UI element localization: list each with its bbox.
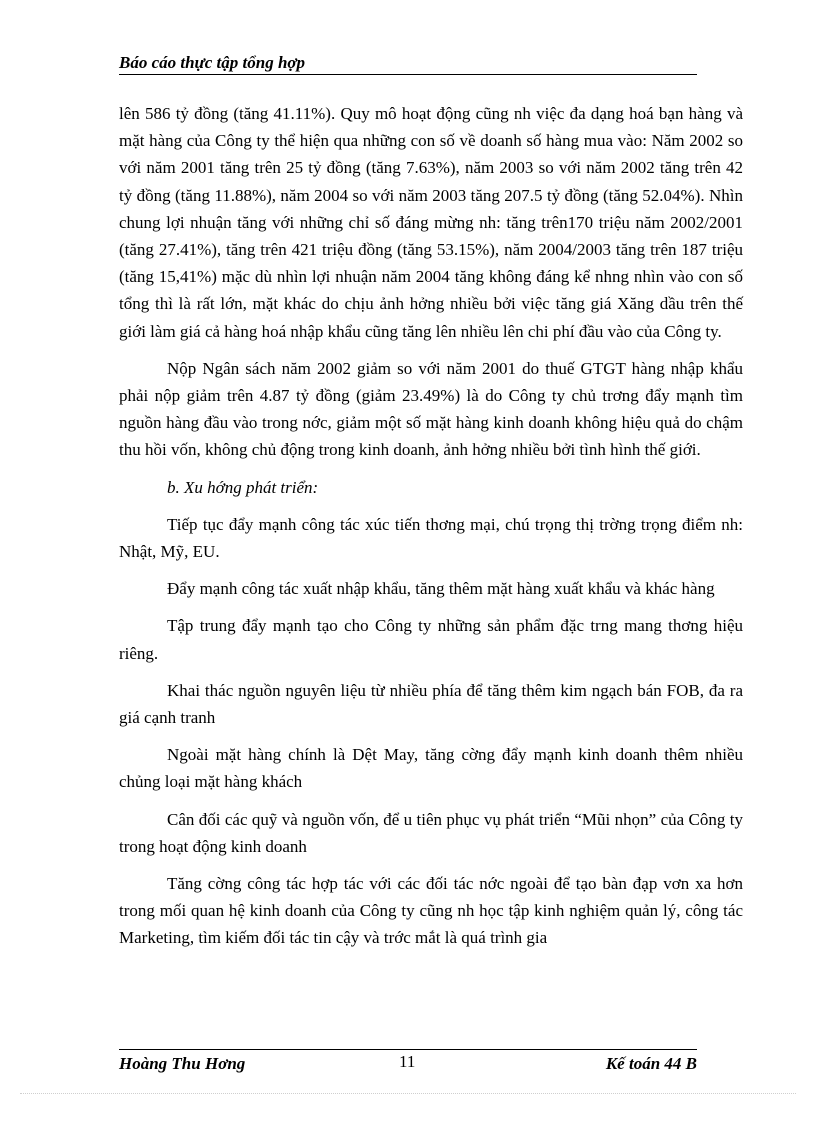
- section-heading-development-trend: b. Xu hớng phát triển:: [167, 477, 319, 497]
- report-title: Báo cáo thực tập tổng hợp: [119, 53, 306, 72]
- paragraph-trend-5: Ngoài mặt hàng chính là Dệt May, tăng cờng đẩy mạnh kinh doanh thêm nhiều chủng loại mặt hàng khách: [119, 745, 743, 792]
- paragraph-trend-3: Tập trung đẩy mạnh tạo cho Công ty những sản phẩm đặc trng mang thơng hiệu riêng.: [119, 616, 743, 663]
- paragraph-trend-2: Đẩy mạnh công tác xuất nhập khẩu, tăng thêm mặt hàng xuất khẩu và khác hàng: [167, 579, 715, 599]
- page-bottom-edge: [20, 1093, 796, 1094]
- paragraph-trend-6: Cân đối các quỹ và nguồn vốn, để u tiên phục vụ phát triển “Mũi nhọn” của Công ty trong hoạt động kinh doanh: [119, 809, 743, 856]
- footer-author: Hoàng Thu Hơng: [119, 1054, 246, 1073]
- paragraph-continuation: lên 586 tỷ đồng (tăng 41.11%). Quy mô hoạt động cũng nh việc đa dạng hoá bạn hàng và mặt hàng của Công ty thể hiện qua những con số về doanh số hàng mua vào: Năm 2002 so với năm 2001 tăng trên 25 tỷ đồng (tăng 7.63%), năm 2003 so với năm 2002 tăng trên 42 tỷ đồng (tăng 11.88%), năm 2004 so với năm 2003 tăng 207.5 tỷ đồng (tăng 52.04%). Nhìn chung lợi nhuận tăng với những chỉ số đáng mừng nh: tăng trên170 triệu năm 2002/2001 (tăng 27.41%), tăng trên 421 triệu đồng (tăng 53.15%), năm 2004/2003 tăng trên 187 triệu (tăng 15,41%) mặc dù nhìn lợi nhuận năm 2004 tăng không đáng kể nhng nhìn vào con số tổng thì là rất lớn, mặt khác do chịu ảnh hởng nhiều bởi việc tăng giá Xăng dầu trên thế giới làm giá cả hàng hoá nhập khẩu cũng tăng lên nhiều lên chi phí đầu vào của Công ty.: [119, 104, 743, 341]
- page-number: 11: [399, 1052, 416, 1071]
- footer-class: Kế toán 44 B: [605, 1054, 697, 1073]
- paragraph-budget: Nộp Ngân sách năm 2002 giảm so với năm 2001 do thuế GTGT hàng nhập khẩu phải nộp giảm trên 4.87 tỷ đồng (giảm 23.49%) là do Công ty chủ trơng đẩy mạnh tìm nguồn hàng đầu vào trong nớc, giảm một số mặt hàng kinh doanh không hiệu quả do chậm thu hồi vốn, không chủ động trong kinh doanh, ảnh hởng nhiều bởi tình hình thế giới.: [119, 358, 743, 460]
- paragraph-trend-7: Tăng cờng công tác hợp tác với các đối tác nớc ngoài để tạo bàn đạp vơn xa hơn trong mối quan hệ kinh doanh của Công ty cũng nh học tập kinh nghiệm quản lý, công tác Marketing, tìm kiếm đối tác tin cậy và trớc mắt là quá trình gia: [119, 874, 743, 948]
- page-footer: [119, 1052, 697, 1076]
- page-header: [119, 52, 697, 75]
- paragraph-trend-4: Khai thác nguồn nguyên liệu từ nhiều phía để tăng thêm kim ngạch bán FOB, đa ra giá cạnh tranh: [119, 680, 743, 728]
- footer-divider: [119, 1049, 697, 1050]
- document-body: [119, 100, 743, 952]
- paragraph-trend-1: Tiếp tục đẩy mạnh công tác xúc tiến thơng mại, chú trọng thị trờng trọng điểm nh: Nhật, Mỹ, EU.: [119, 514, 743, 562]
